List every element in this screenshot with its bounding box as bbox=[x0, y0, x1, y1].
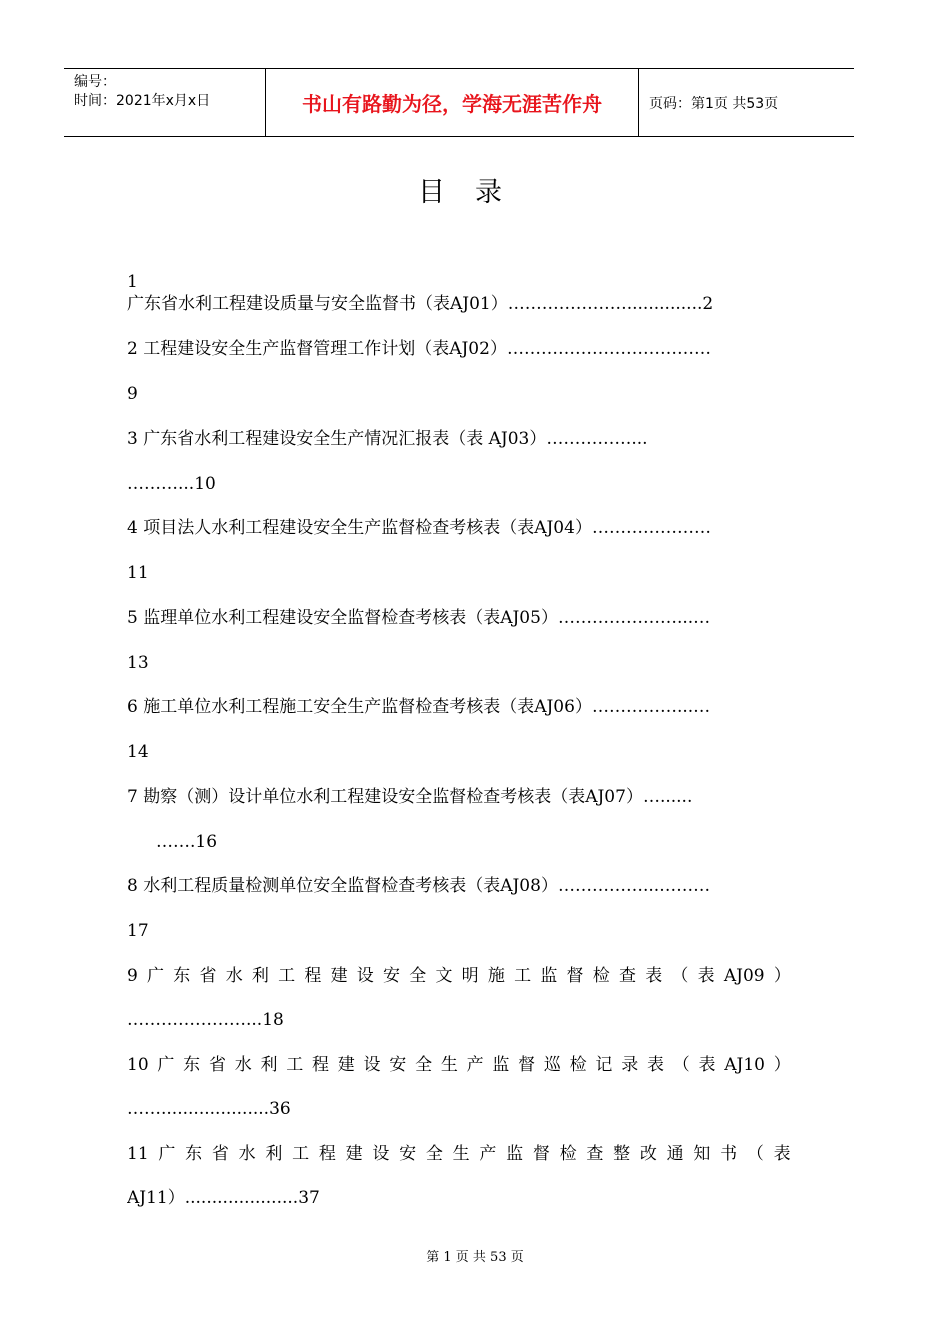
toc-line-9a: 9 广 东 省 水 利 工 程 建 设 安 全 文 明 施 工 监 督 检 查 表 （ 表 AJ09 ） bbox=[127, 966, 791, 986]
toc-line-9b: …………………...18 bbox=[127, 1010, 284, 1030]
header-meta bbox=[64, 69, 266, 136]
toc-line-4a: 4 项目法人水利工程建设安全生产监督检查考核表（表AJ04）………………… bbox=[127, 518, 711, 538]
toc-line-4b: 11 bbox=[127, 563, 149, 583]
number-label: 编号： bbox=[74, 74, 116, 90]
page-footer: 第 1 页 共 53 页 bbox=[426, 1250, 524, 1265]
toc-line-6b: 14 bbox=[127, 742, 149, 762]
toc-line-10b: ……....................36 bbox=[127, 1099, 291, 1119]
toc-line-2b: 9 bbox=[127, 384, 138, 404]
toc-line-7a: 7 勘察（测）设计单位水利工程建设安全监督检查考核表（表AJ07）…...... bbox=[127, 787, 693, 807]
header-slogan: 书山有路勤为径，学海无涯苦作舟 bbox=[266, 69, 639, 136]
toc-line-5a: 5 监理单位水利工程建设安全监督检查考核表（表AJ05）…………………...… bbox=[127, 608, 711, 628]
page-title: 目录 bbox=[418, 177, 532, 208]
header-page-info: 页码：第1页 共53页 bbox=[649, 95, 779, 112]
toc-line-1a: 1 bbox=[127, 272, 138, 292]
document-header bbox=[64, 68, 854, 137]
toc-line-7b: …….16 bbox=[156, 832, 218, 852]
toc-line-11b: AJ11）.....................37 bbox=[127, 1188, 320, 1208]
toc-line-5b: 13 bbox=[127, 653, 149, 673]
toc-line-10a: 10 广 东 省 水 利 工 程 建 设 安 全 生 产 监 督 巡 检 记 录 表 （ 表 AJ10 ） bbox=[127, 1055, 791, 1075]
toc-line-11a: 11 广 东 省 水 利 工 程 建 设 安 全 生 产 监 督 检 查 整 改 通 知 书 （ 表 bbox=[127, 1144, 791, 1164]
toc-line-2a: 2 工程建设安全生产监督管理工作计划（表AJ02）……………………………… bbox=[127, 339, 711, 359]
toc-line-8a: 8 水利工程质量检测单位安全监督检查考核表（表AJ08）……………...……… bbox=[127, 876, 711, 896]
toc-line-6a: 6 施工单位水利工程施工安全生产监督检查考核表（表AJ06）……………...… bbox=[127, 697, 711, 717]
toc-line-1b: 广东省水利工程建设质量与安全监督书（表AJ01）…………………..............2 bbox=[127, 294, 714, 314]
toc-line-3b: ………...10 bbox=[127, 474, 216, 494]
toc-line-8b: 17 bbox=[127, 921, 149, 941]
time-label: 时间：2021年x月x日 bbox=[74, 93, 211, 109]
toc-line-3a: 3 广东省水利工程建设安全生产情况汇报表（表 AJ03）……………... bbox=[127, 429, 648, 449]
